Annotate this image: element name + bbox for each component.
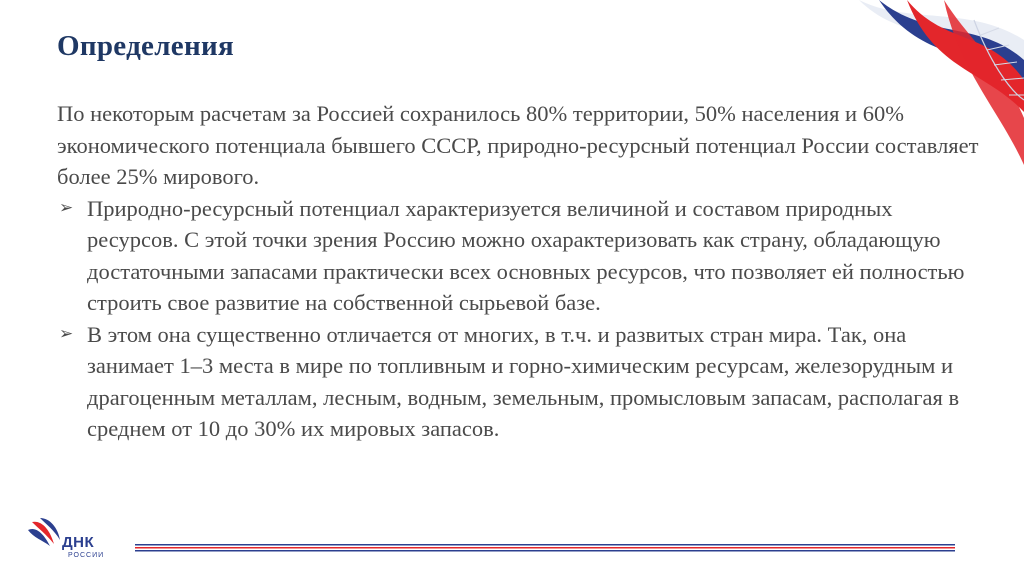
slide-body xyxy=(57,98,987,445)
slide-title: Определения xyxy=(57,30,234,62)
intro-paragraph: По некоторым расчетам за Россией сохранилось 80% территории, 50% населения и 60% экономического потенциала бывшего СССР, природно-ресурсный потенциал России составляет более 25% мирового. xyxy=(57,101,979,189)
bullet-item xyxy=(57,193,987,319)
bullet-arrow-icon: ➢ xyxy=(59,323,74,344)
logo-name: ДНК xyxy=(62,534,95,551)
bullet-arrow-icon: ➢ xyxy=(59,197,74,218)
bullet-item xyxy=(57,319,987,445)
bullet-text: Природно-ресурсный потенциал характеризуется величиной и составом природных ресурсов. С этой точки зрения Россию можно охарактеризовать как страну, обладающую достаточными запасами практически всех основных ресурсов, что позволяет ей полностью строить свое развитие на собственной сырьевой базе. xyxy=(87,195,965,315)
logo-subtitle: РОССИИ xyxy=(68,552,105,559)
dnk-logo-icon xyxy=(26,516,66,556)
bullet-text: В этом она существенно отличается от многих, в т.ч. и развитых стран мира. Так, она занимает 1–3 места в мире по топливным и горно-химическим ресурсам, железорудным и драгоценным металлам, лесным, водным, земельным, промысловым запасам, располагая в среднем от 10 до 30% их мировых запасов. xyxy=(87,321,960,441)
footer-lines-decoration xyxy=(135,544,955,552)
